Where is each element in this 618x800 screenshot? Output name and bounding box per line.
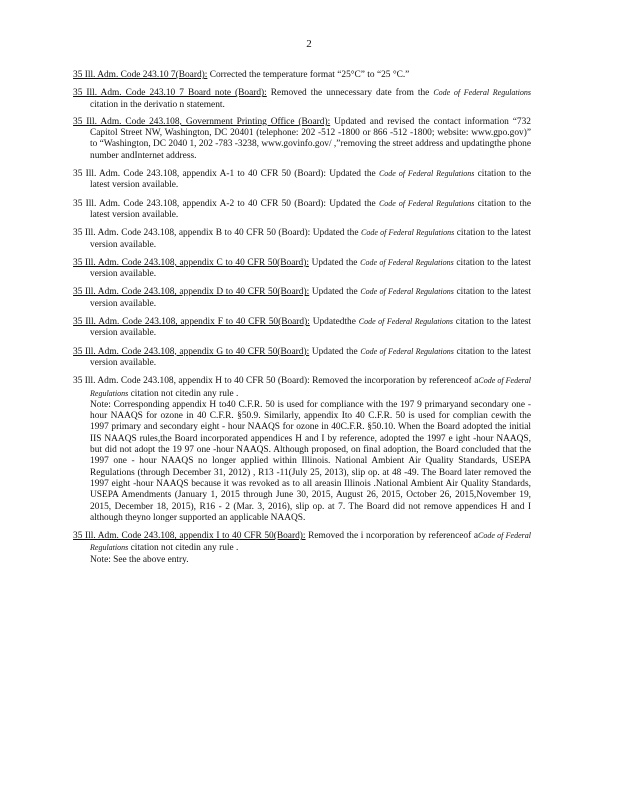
entry-text: Updated the (325, 198, 379, 209)
entry-text: Updated and revised the contact information “732 Capitol Street NW, Washington, DC 20401 (telephone: 202 -512 -1800 or 866 -512 -1800; website: www.gpo.gov)” to “Washington, DC 2040 1, 202 -783 -3238, www.govinfo.gov/ ,”removing the street address and updatingthe phone number andInternet address. (90, 116, 532, 161)
entry-text: Removed the i ncorporation by referenceof a (305, 531, 478, 542)
amendment-entry (73, 530, 531, 566)
citation: 35 Ill. Adm. Code 243.108, Government Printing Office (Board): (73, 116, 331, 127)
entry-text: citation in the derivatio n statement. (90, 99, 225, 110)
cfr-italic: Code of Federal Regulations (360, 257, 454, 267)
citation: 35 Ill. Adm. Code 243.108, appendix A-2 to 40 CFR 50 (Board): (73, 198, 326, 209)
cfr-italic: Code of Federal Regulations (90, 531, 531, 553)
entry-text: citation to the latest version available. (90, 346, 531, 368)
entry-note: Note: Corresponding appendix H to40 C.F.R. 50 is used for compliance with the 197 9 primaryand secondary one -hour NAAQS for ozone in 40 C.F.R. §50.9. Similarly, appendix Ito 40 C.F.R. 50 is used for complian cewith the 1997 primary and secondary eight - hour NAAQS for ozone in 40C.F.R. §50.10. When the Board adopted the initial IIS NAAQS rules,the Board incorporated appendices H and I by reference, adopted the 1997 e ight -hour NAAQS, but did not adopt the 19 97 one -hour NAAQS. Although proposed, on final adoption, the Board concluded that the 1997 one - hour NAAQS no longer applied within Illinois. National Ambient Air Quality Standards, USEPA Regulations (through December 31, 2012) , R13 -11(July 25, 2013), slip op. at 48 -49. The Board later removed the 1997 eight -hour NAAQS because it was revoked as to all areasin Illinois .National Ambient Air Quality Standards, USEPA Amendments (January 1, 2015 through June 30, 2015, August 26, 2015, October 26, 2015,November 19, 2015, December 18, 2015), R16 - 2 (Mar. 3, 2016), slip op. at 7. The Board did not remove appendices H and I although theyno longer supported an applicable NAAQS. (90, 399, 531, 523)
entry-text: citation to the latest version available. (90, 317, 532, 339)
entry-text: Corrected the temperature format “25°C” to “25 °C.” (207, 70, 410, 80)
cfr-italic: Code of Federal Regulations (358, 317, 453, 327)
entry-text: Removed the unnecessary date from the (266, 88, 434, 99)
cfr-italic: Code of Federal Regulations (361, 228, 455, 238)
cfr-italic: Code of Federal Regulations (90, 376, 531, 398)
amendment-entry (73, 87, 531, 111)
entry-text: Updated the (325, 169, 379, 180)
entry-text: Updatedthe (309, 317, 359, 328)
citation: 35 Ill. Adm. Code 243.108, appendix I to 40 CFR 50(Board): (73, 531, 306, 542)
amendment-entry (73, 257, 531, 281)
entry-text: citation not citedin any rule . (128, 388, 239, 399)
entry-text: Removed the incorporation by referenceof a (309, 376, 479, 387)
cfr-italic: Code of Federal Regulations (360, 287, 454, 297)
entry-text: citation not citedin any rule . (128, 543, 239, 554)
amendment-entry (73, 168, 531, 192)
entry-text: citation to the latest version available. (90, 169, 531, 191)
page-number: 2 (306, 38, 312, 50)
citation: 35 Ill. Adm. Code 243.108, appendix H to 40 CFR 50 (Board): (73, 376, 310, 387)
amendment-entry (73, 227, 531, 251)
entry-text: citation to the latest version available. (90, 287, 531, 309)
entry-text: Updated the (308, 257, 361, 268)
entry-text: citation to the latest version available. (90, 257, 531, 280)
cfr-italic: Code of Federal Regulations (433, 88, 531, 98)
citation: 35 Ill. Adm. Code 243.108, appendix G to 40 CFR 50(Board): (73, 346, 310, 357)
entry-text: Updated the (309, 287, 361, 298)
amendment-entry (73, 70, 531, 81)
entry-text: Updated the (309, 346, 361, 357)
citation: 35 Ill. Adm. Code 243.108, appendix A-1 to 40 CFR 50 (Board): (73, 169, 326, 180)
citation: 35 Ill. Adm. Code 243.108, appendix C to 40 CFR 50(Board): (73, 257, 309, 268)
amendment-entry (73, 198, 531, 222)
cfr-italic: Code of Federal Regulations (360, 346, 454, 356)
entry-text: citation to the latest version available. (90, 228, 531, 250)
citation: 35 Ill. Adm. Code 243.108, appendix D to 40 CFR 50(Board): (73, 287, 310, 298)
cfr-italic: Code of Federal Regulations (378, 169, 475, 179)
entry-text: Updated the (310, 228, 362, 239)
cfr-italic: Code of Federal Regulations (378, 198, 475, 208)
amendment-entry (73, 286, 531, 310)
citation: 35 Ill. Adm. Code 243.108, appendix F to 40 CFR 50(Board): (73, 317, 310, 328)
amendment-entry (73, 117, 531, 162)
amendment-entry (73, 346, 531, 370)
entry-text: citation to the latest version available. (90, 198, 531, 220)
amendment-list (73, 70, 531, 572)
amendment-entry (73, 375, 531, 524)
amendment-entry (73, 316, 531, 340)
citation: 35 Ill. Adm. Code 243.10 7 Board note (Board): (73, 88, 267, 99)
citation: 35 Ill. Adm. Code 243.10 7(Board): (73, 70, 208, 80)
citation: 35 Ill. Adm. Code 243.108, appendix B to 40 CFR 50 (Board): (73, 228, 311, 239)
entry-note: Note: See the above entry. (90, 554, 189, 565)
